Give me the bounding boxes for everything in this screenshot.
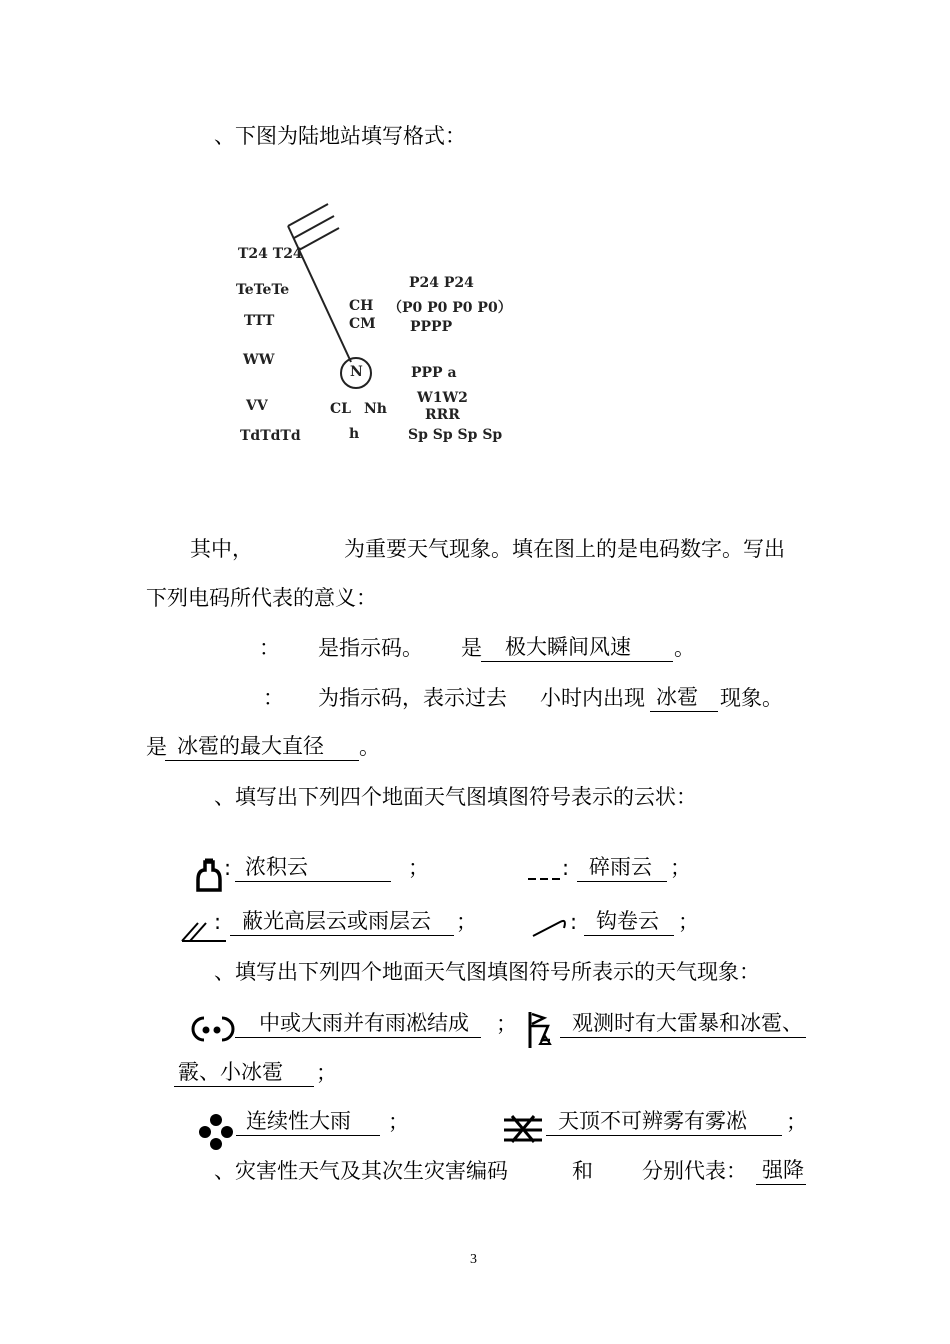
q2-text-a: 为指示码，表示过去 <box>318 686 507 710</box>
label-ppp-a: PPP a <box>411 365 457 381</box>
label-tdtd: TdTdTd <box>240 428 301 444</box>
station-model-svg <box>228 192 548 454</box>
q3-answer: 冰雹的最大直径 <box>165 733 359 761</box>
label-n: N <box>350 364 363 380</box>
para-line1-a: 其中， <box>190 537 253 561</box>
freezing-rain-icon <box>190 1014 236 1044</box>
label-ttt: TTT <box>244 313 275 329</box>
last-line-text-a: 、灾害性天气及其次生灾害编码 <box>214 1159 508 1183</box>
weather-3-answer: 连续性大雨 <box>236 1108 380 1136</box>
q2-end: 现象。 <box>720 686 783 710</box>
q1-answer: 极大瞬间风速 <box>481 634 673 662</box>
label-p24: P24 P24 <box>409 275 474 291</box>
q2-colon: ： <box>263 686 284 710</box>
cloud-2-end: ； <box>670 856 691 880</box>
cloud-3-answer: 蔽光高层云或雨层云 <box>230 908 454 936</box>
q1-text-b: 是 <box>461 636 482 660</box>
cloud-1-end: ； <box>408 856 429 880</box>
label-cm: CM <box>349 316 376 332</box>
cloud-4-end: ； <box>678 910 699 934</box>
last-line-text-b: 和 <box>572 1159 593 1183</box>
cloud-4-sep: : <box>570 910 578 934</box>
label-sp: Sp Sp Sp Sp <box>408 427 503 443</box>
label-p0: （P0 P0 P0 P0） <box>388 300 512 316</box>
label-tete: TeTeTe <box>236 282 290 298</box>
thunderstorm-hail-icon <box>524 1008 558 1050</box>
weather-4-end: ； <box>786 1110 807 1134</box>
para-line1-b: 为重要天气现象。填在图上的是电码数字。写出 <box>344 537 785 561</box>
q2-text-b: 小时内出现 <box>540 686 645 710</box>
label-pppp: PPPP <box>410 319 453 335</box>
section-heading-clouds: 、填写出下列四个地面天气图填图符号表示的云状： <box>214 785 697 809</box>
label-cl: CL <box>330 401 351 417</box>
weather-1-answer: 中或大雨并有雨凇结成 <box>235 1010 481 1038</box>
weather-3-end: ； <box>388 1110 409 1134</box>
weather-2-end: ； <box>316 1061 337 1085</box>
q3-prefix: 是 <box>146 735 167 759</box>
cumulus-congestus-icon <box>192 854 226 894</box>
q1-text-a: 是指示码。 <box>318 636 423 660</box>
section-heading-weather: 、填写出下列四个地面天气图填图符号所表示的天气现象： <box>214 960 760 984</box>
q2-answer: 冰雹 <box>650 684 718 712</box>
q1-end: 。 <box>674 636 695 660</box>
label-ch: CH <box>349 298 374 314</box>
weather-4-answer: 天顶不可辨雾有雾凇 <box>546 1108 782 1136</box>
section-heading-station-format: 、下图为陆地站填写格式： <box>214 124 466 148</box>
cloud-1-answer: 浓积云 <box>235 854 391 882</box>
weather-2-answer: 观测时有大雷暴和冰雹、 <box>560 1010 806 1038</box>
label-h: h <box>349 426 360 442</box>
last-line-answer: 强降 <box>756 1157 806 1185</box>
label-vv: VV <box>246 398 268 414</box>
rime-fog-icon <box>502 1114 544 1144</box>
heavy-rain-icon <box>196 1112 236 1150</box>
q1-colon: ： <box>259 636 280 660</box>
label-w1w2: W1W2 <box>417 390 468 406</box>
para-line2: 下列电码所代表的意义： <box>146 586 377 610</box>
cloud-2-sep: : <box>562 856 570 880</box>
fractostratus-icon <box>526 872 564 884</box>
label-nh: Nh <box>364 401 387 417</box>
station-model-diagram <box>228 192 548 454</box>
cloud-2-answer: 碎雨云 <box>577 854 667 882</box>
last-line-text-c: 分别代表： <box>642 1159 747 1183</box>
weather-2-answer-continued: 霰、小冰雹 <box>174 1059 314 1087</box>
q3-end: 。 <box>359 735 380 759</box>
cloud-3-sep: : <box>214 910 222 934</box>
page-number: 3 <box>470 1252 477 1267</box>
label-rrr: RRR <box>425 407 460 423</box>
cloud-3-end: ； <box>456 910 477 934</box>
label-ww: WW <box>243 352 275 368</box>
weather-1-end: ； <box>496 1012 517 1036</box>
cloud-1-sep: : <box>224 856 232 880</box>
label-t24: T24 T24 <box>238 246 303 262</box>
cirrus-uncinus-icon <box>530 912 570 940</box>
cloud-4-answer: 钩卷云 <box>584 908 674 936</box>
